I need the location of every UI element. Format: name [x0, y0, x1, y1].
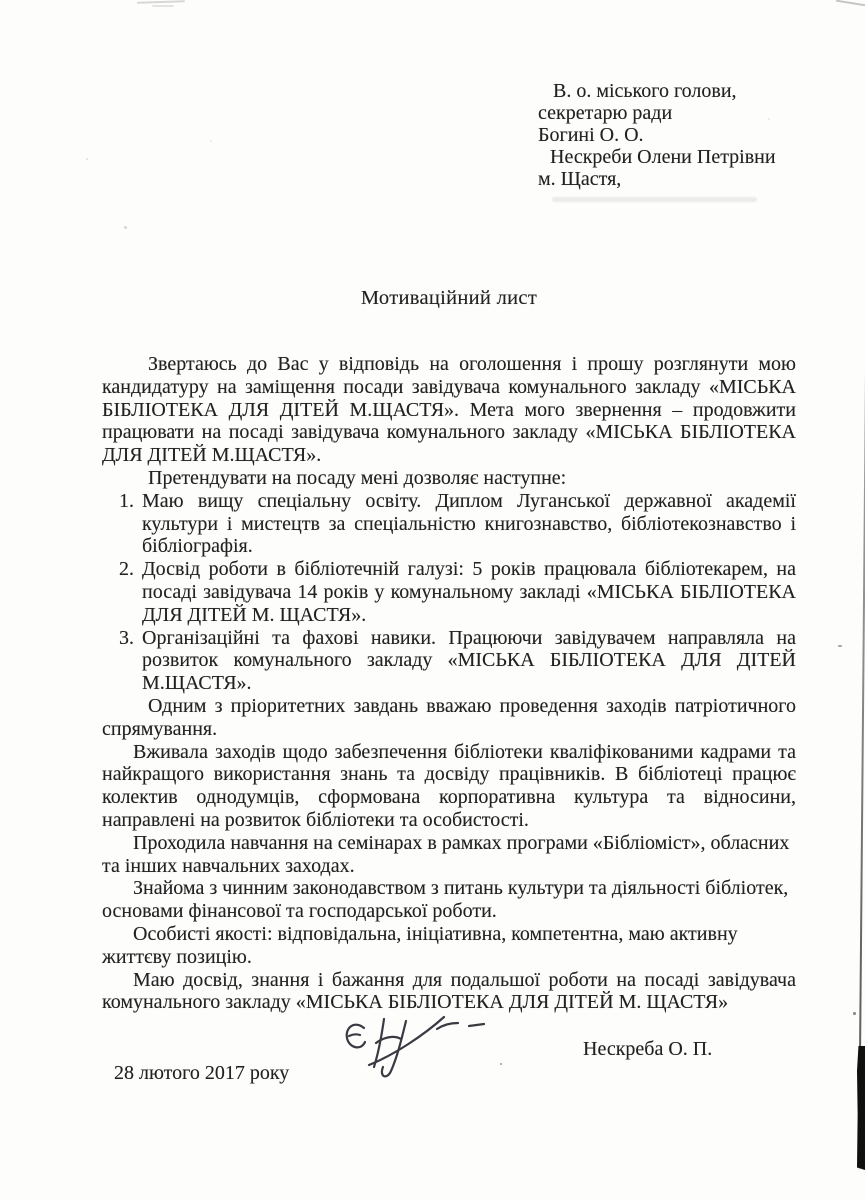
recipient-block	[538, 80, 776, 190]
paragraph-training: Проходила навчання на семінарах в рамках програми «Бібліоміст», обласних та інших навчальних заходах.	[102, 831, 790, 877]
scan-top-mark-artifact	[137, 0, 185, 4]
letter-title: Мотиваційний лист	[360, 287, 538, 309]
paragraph-qualities: Особисті якості: відповідальна, ініціативна, компетентна, маю активну життєву позицію.	[102, 922, 738, 968]
scan-corner-mark-artifact	[836, 0, 865, 6]
recipient-line: м. Щастя,	[538, 168, 622, 190]
scan-speck	[500, 1063, 502, 1065]
letter-date: 28 лютого 2017 року	[114, 1062, 290, 1084]
pencil-smudge-artifact	[552, 197, 757, 202]
scan-speck	[768, 118, 770, 120]
paragraph-closing: Маю досвід, знання і бажання для подальшої роботи на посаді завідувача комунального закладу «МІСЬКА БІБЛІОТЕКА ДЛЯ ДІТЕЙ М. ЩАСТЯ»	[102, 968, 796, 1014]
scan-top-mark-artifact	[152, 5, 174, 7]
letter-body	[102, 353, 796, 1014]
list-item-number: 1.	[119, 489, 134, 512]
scan-speck	[853, 1012, 856, 1015]
recipient-line: Богині О. О.	[538, 124, 644, 146]
handwritten-signature	[338, 1006, 498, 1081]
paragraph-staffing: Вживала заходів щодо забезпечення бібліотеки кваліфікованими кадрами та найкращого використання знань та досвіду працівників. В бібліотеці працює колектив однодумців, сформована корпоративна культура та відносини, направлені на розвиток бібліотеки та особистості.	[102, 740, 796, 831]
recipient-line: В. о. міського голови,	[553, 80, 737, 102]
recipient-line: Нескреби Олени Петрівни	[550, 146, 776, 168]
paragraph-priority: Одним з пріоритетних завдань вважаю проведення заходів патріотичного спрямування.	[102, 694, 796, 740]
list-item	[102, 627, 796, 695]
scan-edge-bar-artifact	[857, 1046, 865, 1170]
recipient-line: секретарю ради	[538, 102, 673, 124]
scan-speck	[210, 140, 212, 142]
list-item-number: 2.	[119, 558, 134, 581]
signature-name: Нескреба О. П.	[583, 1038, 713, 1060]
list-item	[102, 490, 796, 558]
list-item-text: Досвід роботи в бібліотечній галузі: 5 років працювала бібліотекарем, на посаді завідувача 14 років у комунальному закладі «МІСЬКА БІБЛІОТЕКА ДЛЯ ДІТЕЙ М. ЩАСТЯ».	[142, 558, 796, 626]
scan-speck	[700, 790, 702, 792]
list-item-number: 3.	[119, 626, 134, 649]
qualification-list	[102, 490, 796, 695]
scan-speck	[124, 226, 127, 229]
scan-speck	[838, 645, 842, 647]
list-item-text: Маю вищу спеціальну освіту. Диплом Луганської державної академії культури і мистецтв за спеціальністю книгознавство, бібліотекознавство і бібліографія.	[142, 489, 796, 558]
scan-speck	[86, 158, 88, 160]
paragraph-legislation: Знайома з чинним законодавством з питань культури та діяльності бібліотек, основами фінансової та господарської роботи.	[102, 877, 789, 923]
paragraph-list-intro: Претендувати на посаду мені дозволяє наступне:	[148, 466, 567, 489]
paragraph-intro: Звертаюсь до Вас у відповідь на оголошення і прошу розглянути мою кандидатуру на заміщення посади завідувача комунального закладу «МІСЬКА БІБЛІОТЕКА ДЛЯ ДІТЕЙ М.ЩАСТЯ». Мета мого звернення – продовжити працювати на посаді завідувача комунального закладу «МІСЬКА БІБЛІОТЕКА ДЛЯ ДІТЕЙ М.ЩАСТЯ».	[102, 353, 796, 467]
scan-edge-line-artifact	[858, 0, 865, 1172]
list-item	[102, 558, 796, 626]
list-item-text: Організаційні та фахові навики. Працюючи завідувачем направляла на розвиток комунального закладу «МІСЬКА БІБЛІОТЕКА ДЛЯ ДІТЕЙ М.ЩАСТЯ».	[142, 626, 796, 695]
